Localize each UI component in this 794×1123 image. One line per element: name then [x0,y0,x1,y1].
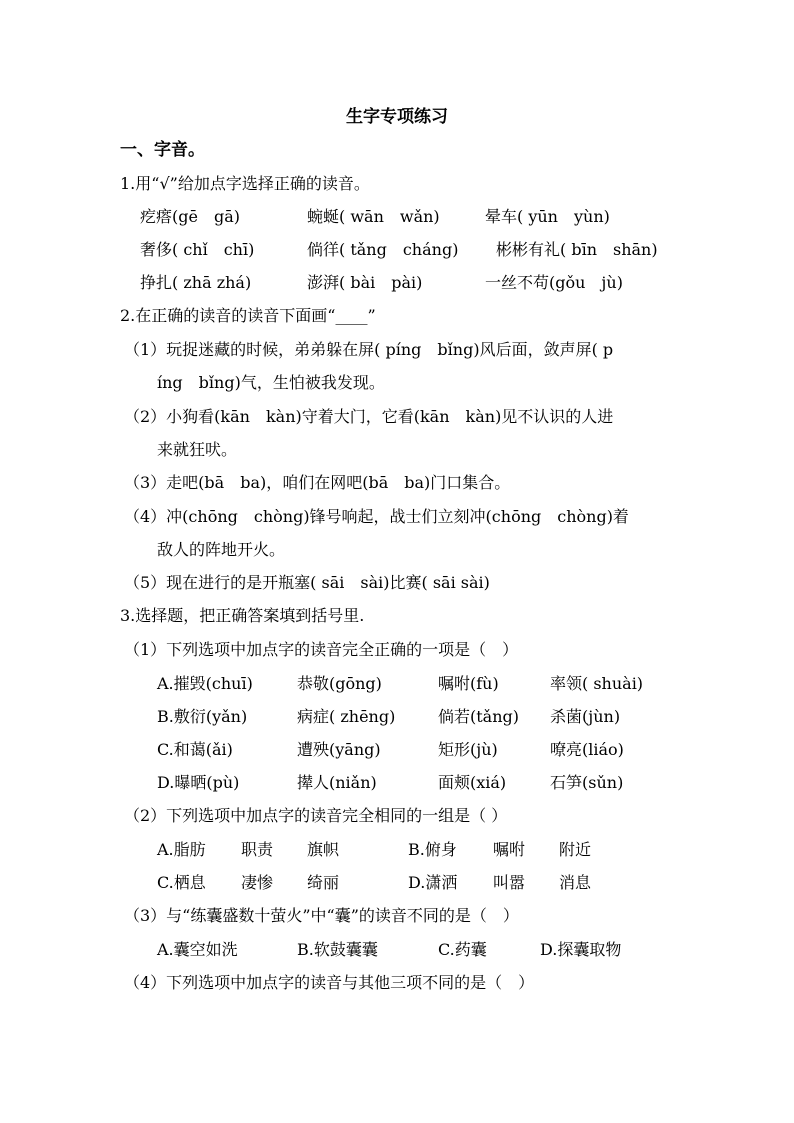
q3-2-term: A.脂肪 [157,840,206,859]
q3-2-question: （2）下列选项中加点字的读音完全相同的一组是（ ） [124,806,508,825]
q3-3-option-a: A.囊空如洗 [157,940,238,959]
q3-3-question: （3）与“练囊盛数十萤火”中“囊”的读音不同的是（ ） [124,906,519,925]
q2-item-1-cont: íng bǐng)气，生怕被我发现。 [157,373,385,392]
q3-1-term: 石笋(sǔn) [550,773,624,792]
q1-option: 蜿蜒( wān wǎn) [307,207,440,226]
q2-item-2: （2）小狗看(kān kàn)守着大门，它看(kān kàn)见不认识的人进 [124,407,614,426]
q3-1-term: 遭殃(yāng) [297,740,381,759]
q3-3-option-d: D.探囊取物 [540,940,622,959]
q1-option: 倘徉( tǎng cháng) [307,240,459,259]
q3-1-term: D.曝晒(pù) [157,773,240,792]
q2-item-5: （5）现在进行的是开瓶塞( sāi sài)比赛( sāi sài) [124,573,490,592]
q3-1-term: 倘若(tǎng) [438,707,520,726]
q3-2-term: B.俯身 [408,840,457,859]
q1-prompt: 1.用“√”给加点字选择正确的读音。 [120,174,370,193]
q2-item-4: （4）冲(chōng chòng)锋号响起，战士们立刻冲(chōng chòng)着 [124,507,629,526]
q3-1-term: C.和蔼(ǎi) [157,740,233,759]
q3-1-term: 恭敬(gōng) [297,674,382,693]
q2-prompt: 2.在正确的读音的读音下面画“____” [120,306,376,325]
q2-item-1: （1）玩捉迷藏的时候，弟弟躲在屏( píng bǐng)风后面，敛声屏( p [124,340,614,359]
q3-1-question: （1）下列选项中加点字的读音完全正确的一项是（ ） [124,640,519,659]
q3-3-option-b: B.软鼓囊囊 [297,940,378,959]
q3-1-term: 面颊(xiá) [438,773,507,792]
q3-1-term: 病症( zhēng) [297,707,396,726]
section-heading-pronunciation: 一、字音。 [120,140,205,160]
q3-2-term: 叫嚣 [493,873,526,892]
q3-3-option-c: C.药囊 [438,940,487,959]
q3-2-term: 凄惨 [241,873,274,892]
q1-option: 一丝不苟(gǒu jù) [485,273,623,292]
q1-option: 疙瘩(gē gā) [140,207,240,226]
q3-1-term: 嘹亮(liáo) [550,740,624,759]
q3-1-term: 矩形(jù) [438,740,498,759]
q3-2-term: 嘱咐 [493,840,526,859]
q3-2-term: C.栖息 [157,873,206,892]
q3-1-term: 嘱咐(fù) [438,674,499,693]
q1-option: 澎湃( bài pài) [307,273,423,292]
q3-2-term: D.潇洒 [408,873,458,892]
q1-option: 晕车( yūn yùn) [485,207,610,226]
q1-option: 奢侈( chǐ chī) [140,240,255,259]
q3-prompt: 3.选择题，把正确答案填到括号里. [120,606,365,625]
q3-1-term: 率领( shuài) [550,674,644,693]
q3-2-term: 旗帜 [307,840,340,859]
q2-item-4-cont: 敌人的阵地开火。 [157,540,286,559]
page-title: 生字专项练习 [346,107,448,127]
q2-item-3: （3）走吧(bā ba)，咱们在网吧(bā ba)门口集合。 [124,473,511,492]
q3-1-term: 撵人(niǎn) [297,773,377,792]
q1-option: 挣扎( zhā zhá) [140,273,252,292]
q3-2-term: 附近 [559,840,592,859]
q3-2-term: 消息 [559,873,592,892]
q2-item-2-cont: 来就狂吠。 [157,440,238,459]
q3-1-term: 杀菌(jùn) [550,707,621,726]
q3-1-term: B.敷衍(yǎn) [157,707,248,726]
q3-2-term: 绮丽 [307,873,340,892]
q3-4-question: （4）下列选项中加点字的读音与其他三项不同的是（ ） [124,973,535,992]
q1-option: 彬彬有礼( bīn shān) [496,240,658,259]
q3-1-term: A.摧毁(chuī) [157,674,253,693]
q3-2-term: 职责 [241,840,274,859]
